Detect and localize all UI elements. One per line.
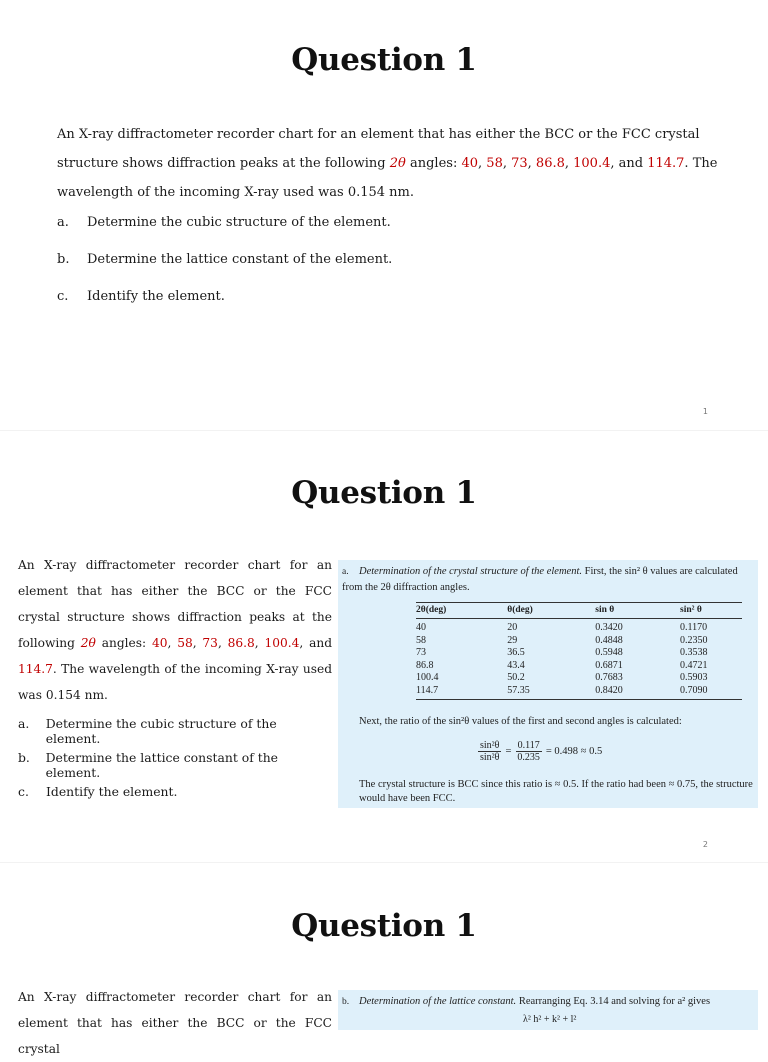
angle-value: 86.8 xyxy=(227,636,255,650)
solution-intro: b. Determination of the lattice constant. Rearranging Eq. 3.14 and solving for a² gives xyxy=(342,996,711,1007)
conclusion-text: The crystal structure is BCC since this ratio is ≈ 0.5. If the ratio had been ≈ 0.75, the structure would have been FCC. xyxy=(359,779,753,804)
slide-2 xyxy=(0,430,768,862)
solution-box xyxy=(338,990,758,1030)
angle-value: 58 xyxy=(486,156,503,171)
column-header: θ(deg) xyxy=(507,603,595,619)
angle-value: 114.7 xyxy=(18,662,53,676)
ratio-equation: $\frac{\text{sin²θ}}{\text{sin²θ}}$ = $\frac{0.117}{0.235}$ = 0.498 ≈ 0.5 xyxy=(480,740,603,763)
list-item: a. Determine the cubic structure of the element. xyxy=(57,215,391,230)
table-header-row xyxy=(416,603,742,619)
angle-table xyxy=(416,602,742,700)
list-item: c. Identify the element. xyxy=(18,784,178,799)
angle-value: 86.8 xyxy=(535,156,565,171)
angle-value: 58 xyxy=(177,636,193,650)
column-header: sin² θ xyxy=(680,603,742,619)
column-header: sin θ xyxy=(595,603,680,619)
question-paragraph: An X-ray diffractometer recorder chart for an element that has either the BCC or the FCC crystal xyxy=(18,990,332,1056)
solution-intro: a. Determination of the crystal structure of the element. First, the sin² θ values are calculated from the 2θ diffraction angles. xyxy=(342,566,738,593)
angle-value: 73 xyxy=(511,156,528,171)
table-row: 58 29 0.4848 0.2350 xyxy=(416,634,708,646)
ratio-intro: Next, the ratio of the sin²θ values of the first and second angles is calculated: xyxy=(359,716,682,727)
table-row: 86.8 43.4 0.6871 0.4721 xyxy=(416,659,708,671)
task-list xyxy=(57,215,722,326)
list-item: c. Identify the element. xyxy=(57,289,225,304)
fraction-left: $\frac{\text{sin²θ}}{\text{sin²θ}}$ xyxy=(480,740,500,763)
table-row: 114.7 57.35 0.8420 0.7090 xyxy=(416,685,742,700)
list-item: a. Determine the cubic structure of the element. xyxy=(18,716,277,746)
angle-value: 40 xyxy=(151,636,168,650)
slide-title: Question 1 xyxy=(291,908,477,944)
list-item: b. Determine the lattice constant of the element. xyxy=(57,252,393,267)
question-paragraph: An X-ray diffractometer recorder chart for an element that has either the BCC or the FCC crystal structure shows diffraction peaks at the following 2θ angles: 40, 58, 73, 86.8, 100.4, and 114.7. The wavelength of the incoming X-ray used was 0.154 nm. xyxy=(18,558,333,702)
task-list xyxy=(18,716,332,818)
fraction-right: $\frac{0.117}{0.235}$ xyxy=(517,740,540,763)
page-number: 1 xyxy=(702,407,708,416)
angle-value: 114.7 xyxy=(647,156,685,171)
page-number: 2 xyxy=(702,840,708,849)
list-item: b. Determine the lattice constant of the element. xyxy=(18,750,279,780)
solution-box xyxy=(338,560,758,808)
slide-1 xyxy=(0,0,768,430)
lattice-formula: λ² h² + k² + l² xyxy=(523,1014,577,1025)
two-theta-symbol: 2θ xyxy=(389,156,406,171)
question-paragraph: An X-ray diffractometer recorder chart for an element that has either the BCC or the FCC crystal structure shows diffraction peaks at the following 2θ angles: 40, 58, 73, 86.8, 100.4, and 114.7. The wavelength of the incoming X-ray used was 0.154 nm. xyxy=(57,127,718,200)
angle-value: 40 xyxy=(461,156,479,171)
slide-title: Question 1 xyxy=(291,475,477,511)
column-header: 2θ(deg) xyxy=(416,603,507,619)
angle-value: 100.4 xyxy=(573,156,611,171)
table-row: 100.4 50.2 0.7683 0.5903 xyxy=(416,672,708,683)
table-row: 73 36.5 0.5948 0.3538 xyxy=(416,647,708,658)
slide-3 xyxy=(0,862,768,1056)
angle-value: 100.4 xyxy=(264,636,300,650)
table-row: 40 20 0.3420 0.1170 xyxy=(416,622,708,633)
two-theta-symbol: 2θ xyxy=(80,636,96,650)
angle-value: 73 xyxy=(202,636,218,650)
slide-title: Question 1 xyxy=(291,42,477,78)
